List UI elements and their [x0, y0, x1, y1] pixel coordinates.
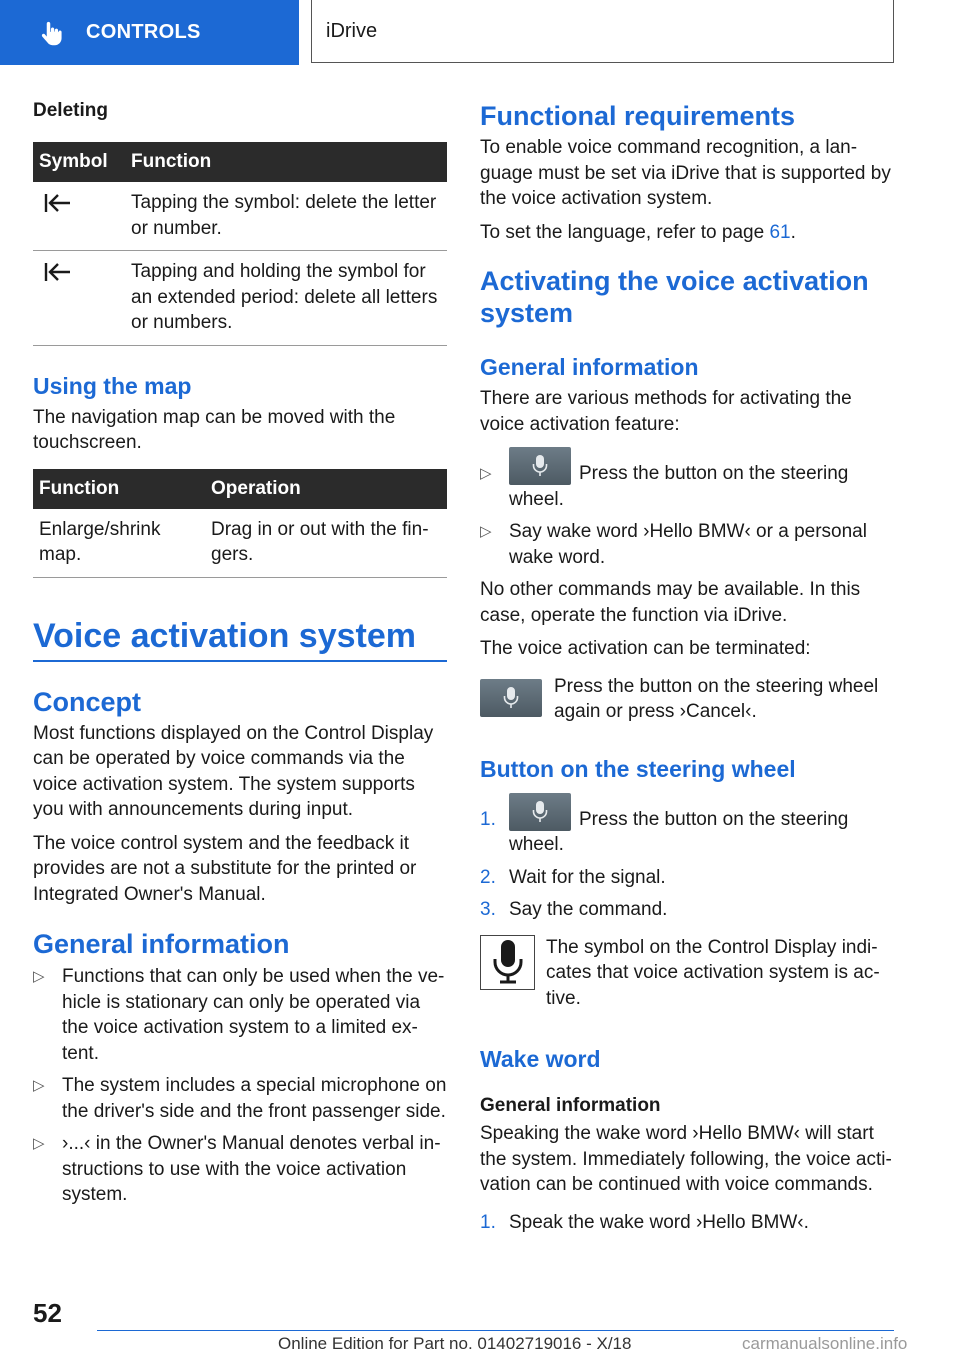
hand-touch-icon: [38, 19, 66, 47]
voice-active-symbol: [480, 935, 535, 990]
symbol-row: [480, 935, 894, 1012]
page-number: 52: [33, 1298, 62, 1328]
general-info-heading: General information: [33, 929, 290, 959]
list-item: ▷ Functions that can only be used when the vehicle is stationary can only be operated via the voice activation system to a limited extent.: [33, 966, 445, 1064]
list-item: ▷ ›...‹ in the Owner's Manual denotes verbal instructions to use with the voice activation system.: [33, 1133, 441, 1205]
triangle-bullet-icon: ▷: [480, 523, 492, 540]
button-steps-list: [480, 793, 894, 923]
terminate-row: [480, 674, 894, 725]
col-header-function: Function: [33, 469, 205, 509]
col-header-symbol: Symbol: [33, 142, 125, 182]
activating-heading: Activating the voice activation system: [480, 266, 869, 328]
delete-table: [33, 142, 447, 346]
section-tab-controls[interactable]: [0, 0, 299, 65]
triangle-bullet-icon: ▷: [33, 1077, 45, 1094]
triangle-bullet-icon: ▷: [33, 1135, 45, 1152]
table-row: [33, 182, 447, 251]
chapter-label: iDrive: [326, 19, 378, 42]
list-item: 1. Press the button on the steering wheel.: [480, 793, 894, 858]
wake-subheading: General information: [480, 1095, 661, 1116]
gen-info-paragraph: There are various methods for activating the voice activation feature:: [480, 388, 852, 435]
microphone-icon: [532, 454, 548, 478]
list-item: ▷ Say wake word ›Hello BMW‹ or a personal wake word.: [480, 521, 867, 568]
steering-voice-button-image: [480, 679, 542, 717]
button-heading: Button on the steering wheel: [480, 755, 796, 782]
wake-heading: Wake word: [480, 1046, 601, 1072]
table-row: [33, 251, 447, 346]
left-column: [33, 100, 447, 1215]
list-item: 3. Say the command.: [480, 899, 668, 920]
col-header-function: Function: [125, 142, 447, 182]
edition-text: Online Edition for Part no. 01402719016 - X/18: [278, 1334, 632, 1353]
terminate-intro: The voice activation can be terminated:: [480, 638, 811, 659]
map-heading: Using the map: [33, 372, 192, 399]
title-rule: [33, 660, 447, 662]
map-table: [33, 469, 447, 578]
wake-paragraph: Speaking the wake word ›Hello BMW‹ will start the system. Immediately following, the voice activation can be continued with voice commands.: [480, 1123, 892, 1195]
func-req-heading: Functional requirements: [480, 101, 796, 131]
section-label: CONTROLS: [86, 21, 201, 43]
watermark: carmanualsonline.info: [742, 1334, 908, 1353]
terminate-text: Press the button on the steering wheel again or press ›Cancel‹.: [554, 675, 879, 722]
list-item: 1. Speak the wake word ›Hello BMW‹.: [480, 1211, 809, 1233]
microphone-icon: [492, 939, 524, 985]
right-column: [480, 100, 894, 1242]
chapter-header: [311, 0, 894, 63]
activation-methods-list: [480, 447, 894, 570]
gen-info-heading: General information: [480, 354, 699, 380]
general-info-list: [33, 964, 447, 1208]
col-header-operation: Operation: [205, 469, 447, 509]
deleting-heading: Deleting: [33, 100, 108, 121]
steering-voice-button-image: [509, 793, 571, 831]
delete-left-icon: [43, 261, 73, 283]
concept-heading: Concept: [33, 686, 141, 717]
table-cell: Enlarge/shrink map.: [33, 509, 205, 578]
table-cell: Tapping the symbol: delete the letter or number.: [125, 182, 447, 251]
page-link[interactable]: 61: [769, 221, 791, 243]
list-item: 2. Wait for the signal.: [480, 866, 666, 888]
steering-voice-button-image: [509, 447, 571, 485]
microphone-icon: [503, 686, 519, 710]
list-item: ▷ Press the button on the steering wheel.: [480, 447, 894, 512]
delete-left-icon: [43, 192, 73, 214]
concept-paragraph: The voice control system and the feedback it provides are not a substitute for the printed or Integrated Owner's Manual.: [33, 832, 417, 905]
func-req-page-ref: To set the language, refer to page 61.: [480, 221, 796, 243]
func-req-paragraph: To enable voice command recognition, a language must be set via iDrive that is supported by the voice activation system.: [480, 137, 891, 209]
table-row: [33, 509, 447, 578]
table-cell: Tapping and holding the symbol for an extended period: delete all letters or numbers.: [125, 251, 447, 346]
triangle-bullet-icon: ▷: [480, 465, 492, 482]
triangle-bullet-icon: ▷: [33, 968, 45, 985]
footer-rule: [97, 1330, 894, 1331]
microphone-icon: [532, 800, 548, 824]
list-item: ▷ The system includes a special microphone on the driver's side and the front passenger side.: [33, 1075, 447, 1122]
vas-title: Voice activation system: [33, 616, 416, 655]
table-cell: Drag in or out with the fingers.: [205, 509, 447, 578]
map-text: The navigation map can be moved with the touchscreen.: [33, 406, 396, 453]
no-other-paragraph: No other commands may be available. In this case, operate the function via iDrive.: [480, 579, 861, 626]
symbol-text: The symbol on the Control Display indicates that voice activation system is active.: [546, 936, 880, 1009]
concept-paragraph: Most functions displayed on the Control Display can be operated by voice commands via the voice activation system. The system supports you with announcements during input.: [33, 722, 434, 820]
wake-steps-list: [480, 1210, 894, 1236]
